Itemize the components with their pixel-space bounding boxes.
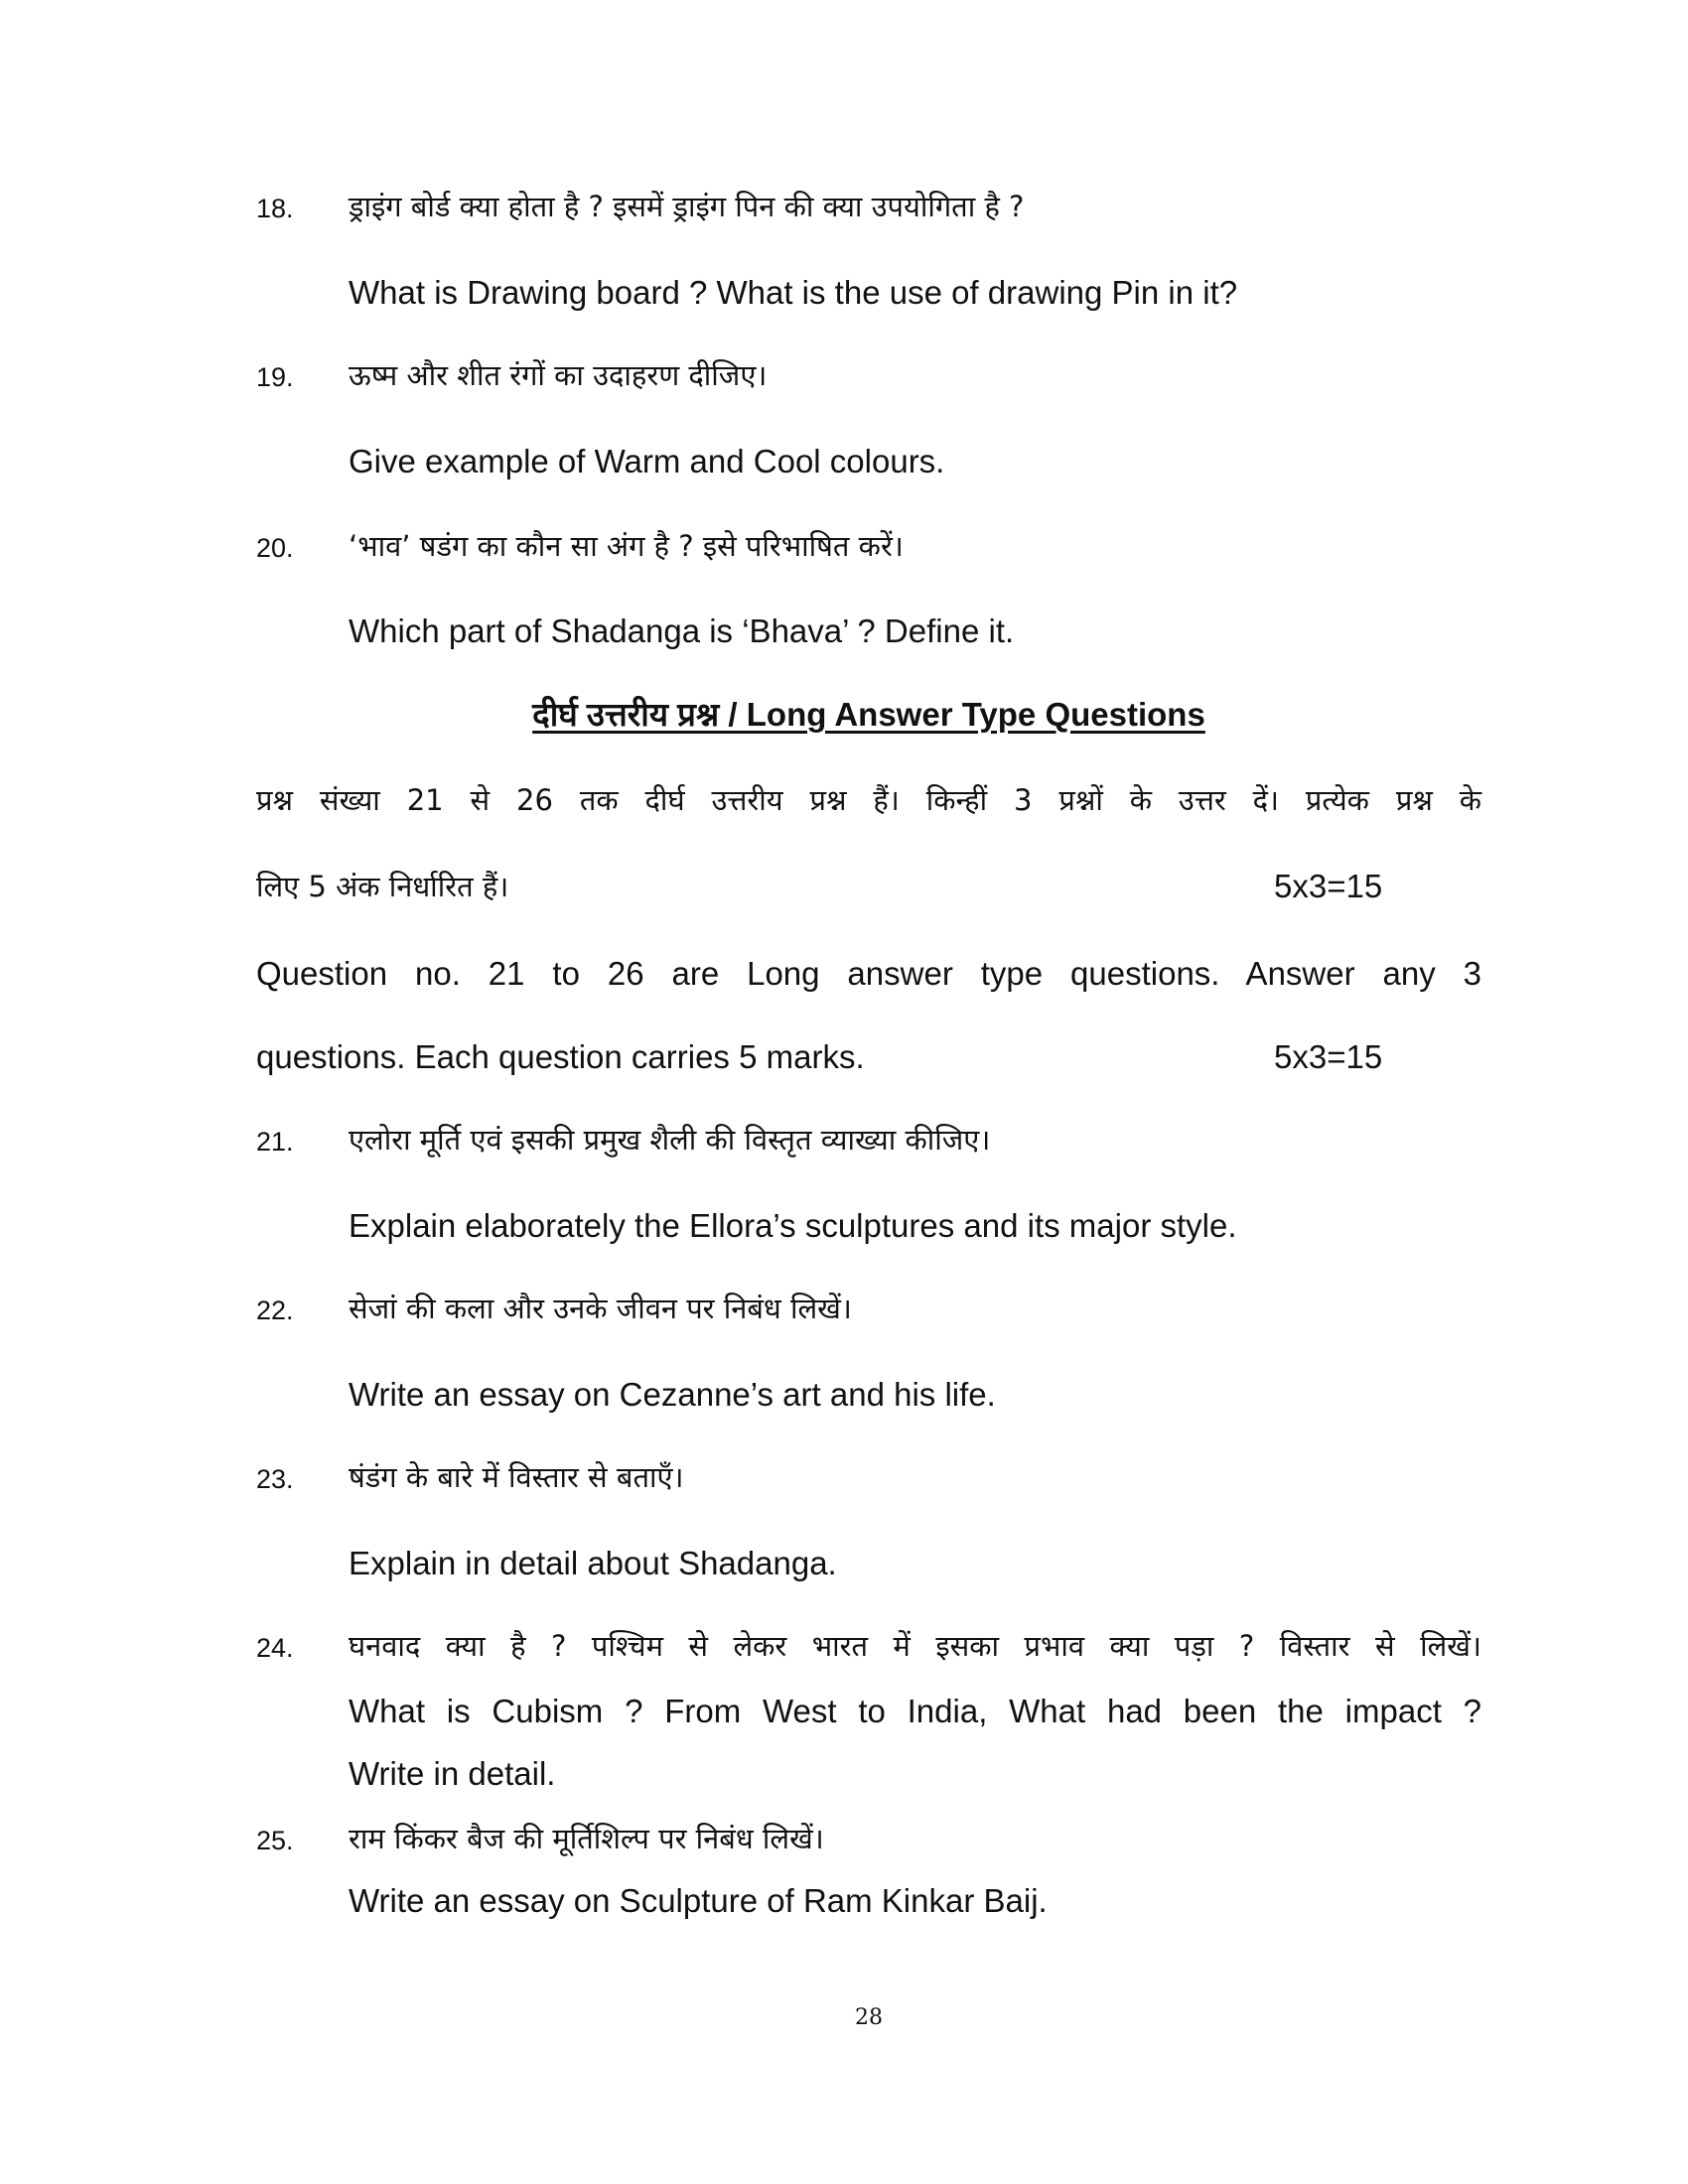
question-hindi: ‘भाव’ षडंग का कौन सा अंग है ? इसे परिभाषित करें। [349,529,904,563]
question-english: Write an essay on Cezanne’s art and his life. [349,1376,996,1413]
instructions-english-line1: Question no. 21 to 26 are Long answer type questions. Answer any 3 [256,955,1481,992]
question-hindi: राम किंकर बैज की मूर्तिशिल्प पर निबंध लिखें। [349,1822,824,1855]
question-number: 19. [256,362,294,392]
question-hindi: ऊष्म और शीत रंगों का उदाहरण दीजिए। [349,358,768,392]
question-number: 20. [256,533,294,563]
question-number: 22. [256,1296,294,1325]
instructions-hindi-line1: प्रश्न संख्या 21 से 26 तक दीर्घ उत्तरीय प्रश्न हैं। किन्हीं 3 प्रश्नों के उत्तर दें। प्रत्येक प्रश्न के [256,783,1481,817]
section-heading: दीर्घ उत्तरीय प्रश्न / Long Answer Type Questions [532,696,1205,733]
question-english: Explain elaborately the Ellora’s sculptures and its major style. [349,1207,1237,1244]
question-hindi: ड्राइंग बोर्ड क्या होता है ? इसमें ड्राइंग पिन की क्या उपयोगिता है ? [349,190,1025,223]
question-number: 21. [256,1127,294,1157]
question-number: 25. [256,1826,294,1855]
question-number: 24. [256,1633,294,1663]
question-hindi: एलोरा मूर्ति एवं इसकी प्रमुख शैली की विस्तृत व्याख्या कीजिए। [349,1123,991,1157]
question-number: 18. [256,194,294,223]
question-hindi: घनवाद क्या है ? पश्चिम से लेकर भारत में इसका प्रभाव क्या पड़ा ? विस्तार से लिखें। [349,1629,1481,1663]
instructions-english-line2: questions. Each question carries 5 marks. [256,1038,865,1075]
question-english-line2: Write in detail. [349,1755,556,1792]
page-number: 28 [855,2005,883,2030]
question-number: 23. [256,1464,294,1494]
question-english: Which part of Shadanga is ‘Bhava’ ? Define it. [349,613,1015,649]
question-english: Write an essay on Sculpture of Ram Kinkar Baij. [349,1882,1048,1919]
question-english: What is Drawing board ? What is the use of drawing Pin in it? [349,274,1238,311]
question-hindi: सेजां की कला और उनके जीवन पर निबंध लिखें। [349,1292,852,1325]
instructions-hindi-line2: लिए 5 अंक निर्धारित हैं। [256,870,509,903]
question-english-line1: What is Cubism ? From West to India, What had been the impact ? [349,1693,1481,1729]
question-hindi: षंडंग के बारे में विस्तार से बताएँ। [349,1460,684,1494]
marks-hindi: 5x3=15 [1274,868,1383,904]
marks-english: 5x3=15 [1274,1038,1383,1075]
question-english: Explain in detail about Shadanga. [349,1545,837,1581]
question-english: Give example of Warm and Cool colours. [349,443,945,479]
